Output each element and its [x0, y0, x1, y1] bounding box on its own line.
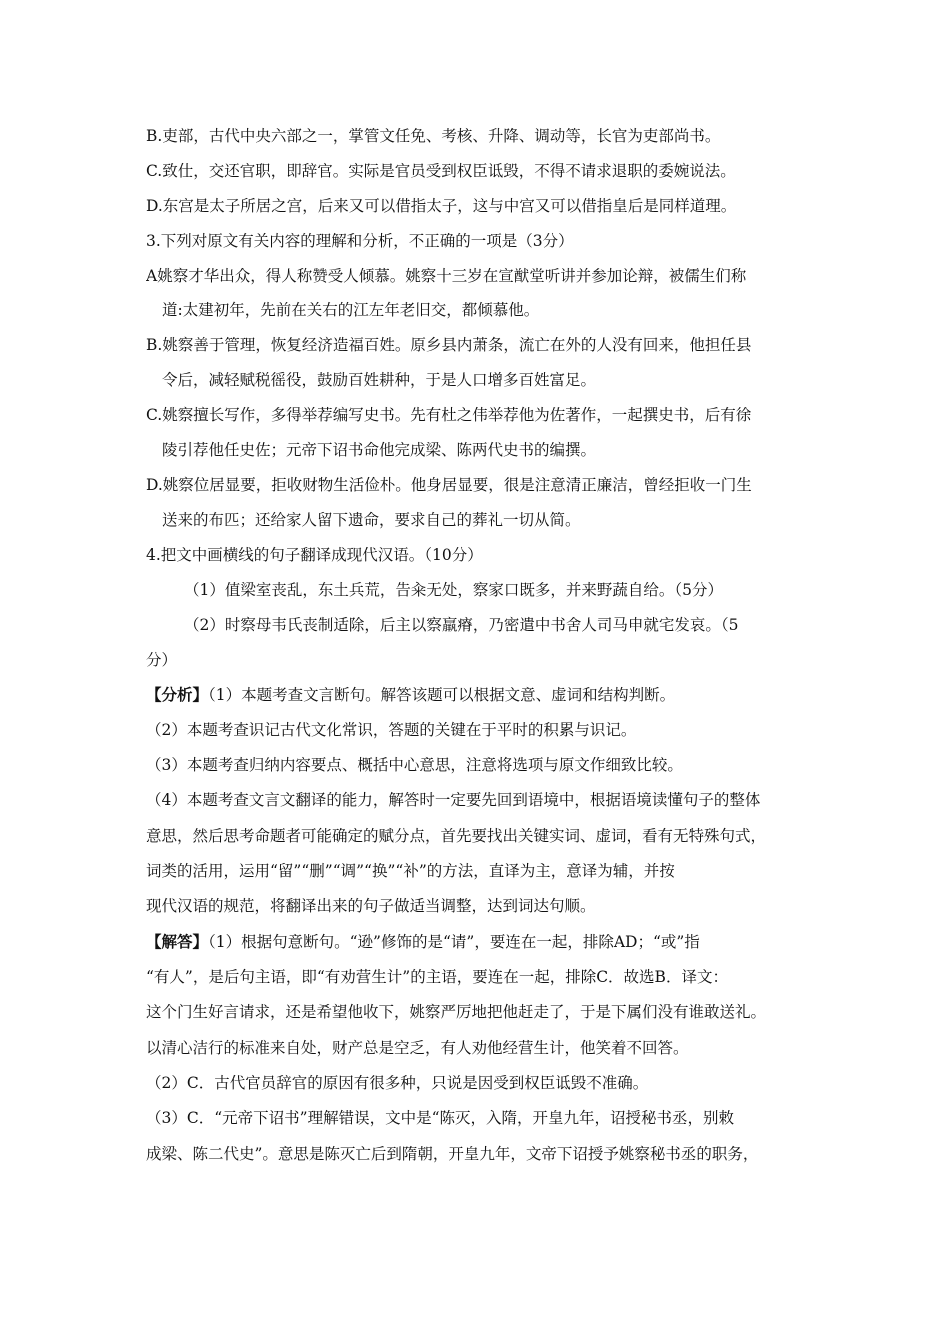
option-d-text: D.东宫是太子所居之宫，后来又可以借指太子，这与中宫又可以借指皇后是同样道理。 [146, 197, 737, 215]
option-b-text: B.吏部，古代中央六部之一，掌管文任免、考核、升降、调动等，长官为吏部尚书。 [146, 127, 721, 145]
analysis-p4-line1: （4）本题考查文言文翻译的能力，解答时一定要先回到语境中，根据语境读懂句子的整体 [146, 791, 761, 809]
q3-option-b-line2: 令后，减轻赋税徭役，鼓励百姓耕种，于是人口增多百姓富足。 [162, 371, 597, 389]
answer-a1-line3: 这个门生好言请求，还是希望他收下，姚察严厉地把他赶走了，于是下属们没有谁敢送礼。 [146, 1003, 767, 1021]
answer-line1 [146, 932, 826, 952]
answer-a3-line2: 成梁、陈二代史”。意思是陈灭亡后到隋朝，开皇九年，文帝下诏授予姚察秘书丞的职务， [146, 1145, 759, 1163]
answer-a3-line1: （3）C．“元帝下诏书”理解错误，文中是“陈灭，入隋，开皇九年，诏授秘书丞，别敕 [146, 1109, 734, 1127]
analysis-p2: （2）本题考查识记古代文化常识，答题的关键在于平时的积累与识记。 [146, 721, 637, 739]
q3-option-d-line1: D.姚察位居显要，拒收财物生活俭朴。他身居显要，很是注意清正廉洁，曾经拒收一门生 [146, 476, 752, 494]
q3-option-b-line1: B.姚察善于管理，恢复经济造福百姓。原乡县内萧条，流亡在外的人没有回来，他担任县 [146, 336, 752, 354]
question-4-item-1: （1）值梁室丧乱，东土兵荒，告籴无处，察家口既多，并来野蔬自给。（5分） [184, 581, 723, 599]
analysis-line1 [146, 685, 826, 705]
analysis-p4-line3: 词类的活用，运用“留”“删”“调”“换”“补”的方法，直译为主，意译为辅，并按 [146, 862, 675, 880]
option-c-text: C.致仕，交还官职，即辞官。实际是官员受到权臣诋毁，不得不请求退职的委婉说法。 [146, 162, 736, 180]
q3-option-a-line1: A姚察才华出众，得人称赞受人倾慕。姚察十三岁在宣猷堂听讲并参加论辩，被儒生们称 [146, 267, 747, 285]
question-3-stem: 3.下列对原文有关内容的理解和分析，不正确的一项是（3分） [146, 232, 574, 250]
answer-a1-line2: “有人”，是后句主语，即“有劝营生计”的主语，要连在一起，排除C．故选B．译文： [146, 968, 728, 986]
q3-option-c-line2: 陵引荐他任史佐；元帝下诏书命他完成梁、陈两代史书的编撰。 [162, 441, 597, 459]
analysis-p4-line4: 现代汉语的规范，将翻译出来的句子做适当调整，达到词达句顺。 [146, 897, 596, 915]
analysis-p3: （3）本题考查归纳内容要点、概括中心意思，注意将选项与原文作细致比较。 [146, 756, 683, 774]
q3-option-a-line2: 道:太建初年，先前在关右的江左年老旧交，都倾慕他。 [162, 301, 540, 319]
answer-tag: 【解答】 [146, 932, 209, 951]
answer-a2: （2）C．古代官员辞官的原因有很多种，只说是因受到权臣诋毁不准确。 [146, 1074, 649, 1092]
answer-a1-line4: 以清心洁行的标准来自处，财产总是空乏，有人劝他经营生计，他笑着不回答。 [146, 1039, 689, 1057]
answer-a1-first: （1）根据句意断句。“逊”修饰的是“请”，要连在一起，排除AD；“或”指 [208, 933, 700, 951]
q3-option-c-line1: C.姚察擅长写作，多得举荐编写史书。先有杜之伟举荐他为佐著作，一起撰史书，后有徐 [146, 406, 752, 424]
q3-option-d-line2: 送来的布匹；还给家人留下遗命，要求自己的葬礼一切从简。 [162, 511, 581, 529]
question-4-stem: 4.把文中画横线的句子翻译成现代汉语。（10分） [146, 546, 483, 564]
question-4-item-2-line2: 分） [146, 651, 178, 669]
analysis-p4-line2: 意思，然后思考命题者可能确定的赋分点，首先要找出关键实词、虚词，看有无特殊句式， [146, 827, 767, 845]
analysis-p1: （1）本题考查文言断句。解答该题可以根据文意、虚词和结构判断。 [208, 686, 676, 704]
question-4-item-2-line1: （2）时察母韦氏丧制适除，后主以察羸瘠，乃密遣中书舍人司马申就宅发哀。（5 [184, 616, 739, 634]
analysis-tag: 【分析】 [146, 685, 209, 704]
